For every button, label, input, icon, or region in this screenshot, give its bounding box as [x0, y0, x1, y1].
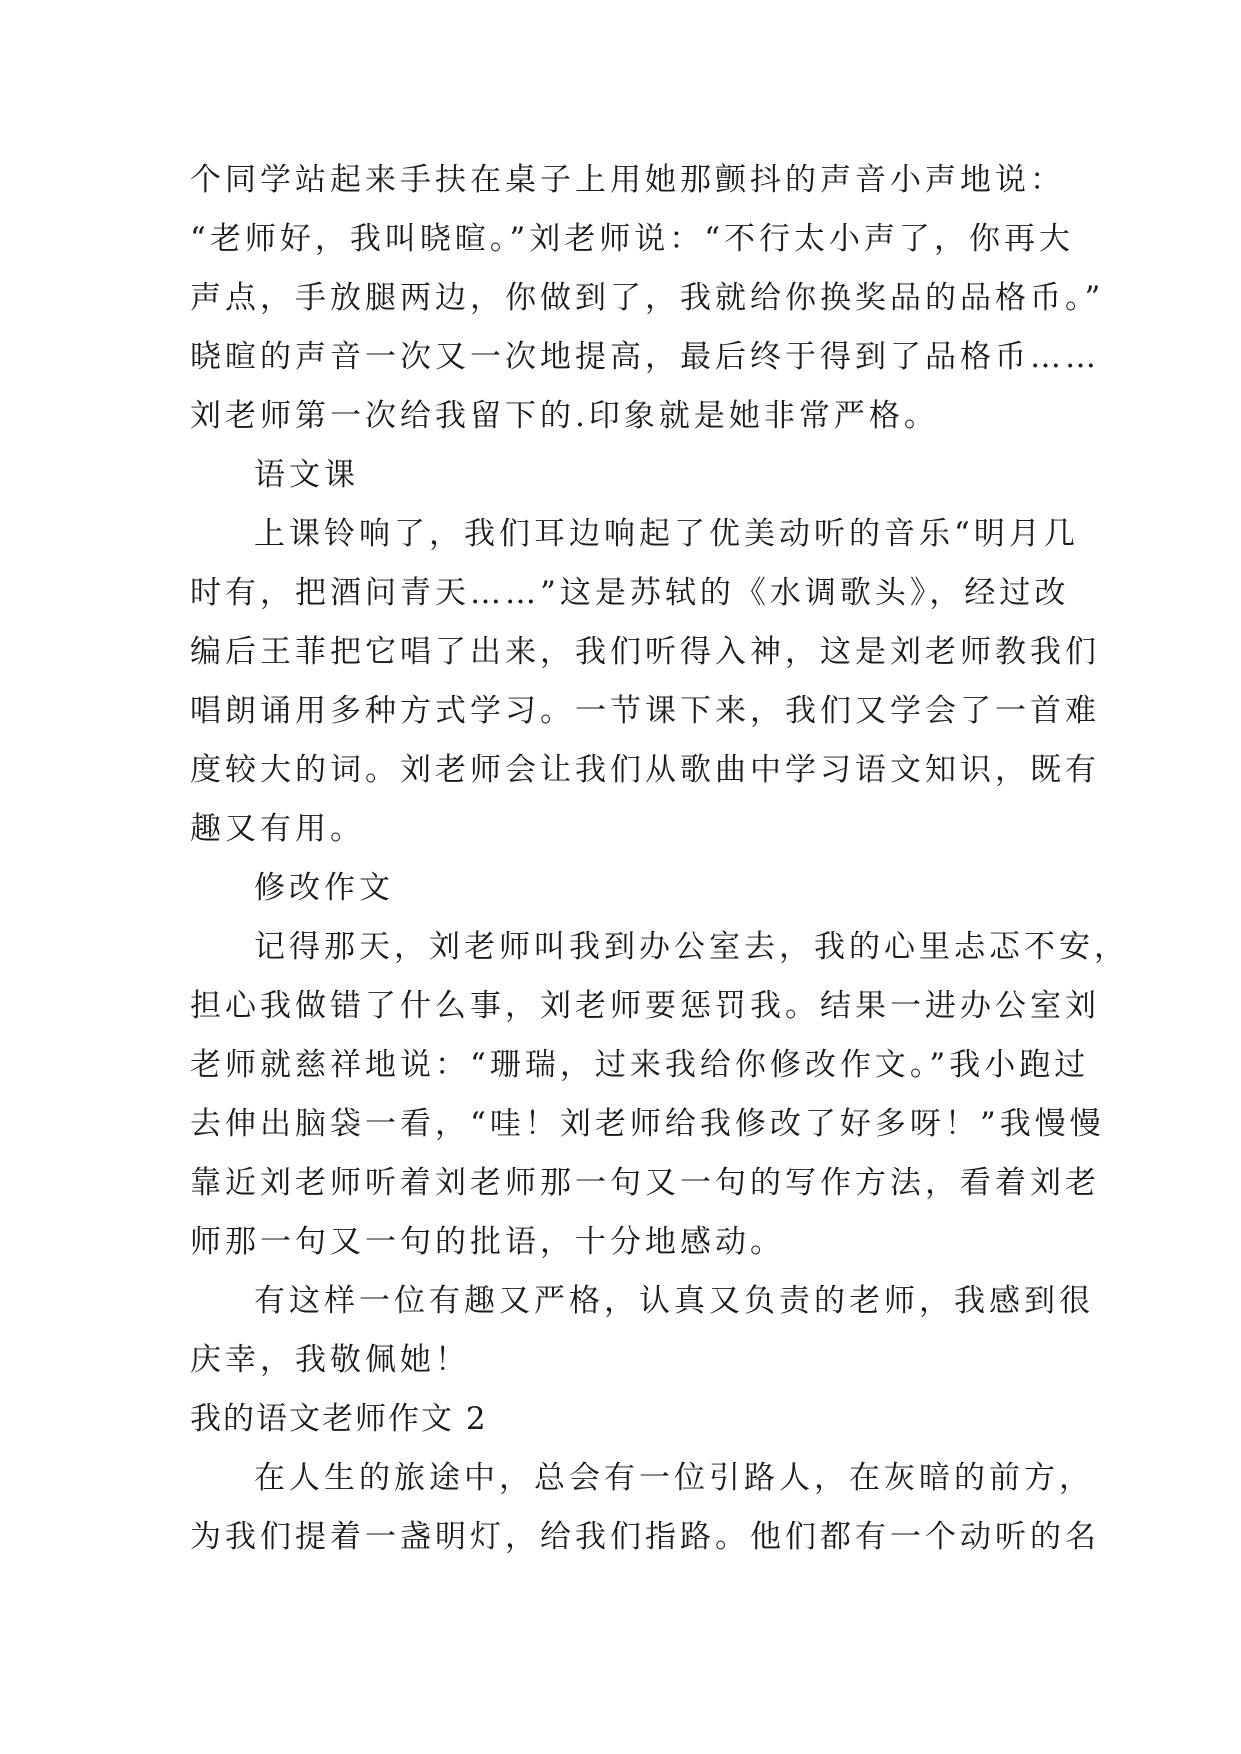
paragraph-line: 时有，把酒问青天……”这是苏轼的《水调歌头》，经过改 — [190, 575, 1070, 611]
paragraph-line: 声点，手放腿两边，你做到了，我就给你换奖品的品格币。” — [190, 280, 1105, 316]
paragraph-line: 刘老师第一次给我留下的.印象就是她非常严格。 — [190, 398, 939, 434]
paragraph-line: 上课铃响了，我们耳边响起了优美动听的音乐“明月几 — [254, 516, 1079, 552]
paragraph-line: 记得那天，刘老师叫我到办公室去，我的心里忐忑不安， — [254, 929, 1129, 965]
article-title: 我的语文老师作文 2 — [190, 1401, 488, 1437]
section-heading: 语文课 — [254, 457, 359, 493]
paragraph-line: “老师好，我叫晓暄。”刘老师说：“不行太小声了，你再大 — [190, 221, 1075, 257]
paragraph-line: 编后王菲把它唱了出来，我们听得入神，这是刘老师教我们 — [190, 634, 1100, 670]
paragraph-line: 老师就慈祥地说：“珊瑞，过来我给你修改作文。”我小跑过 — [190, 1047, 1090, 1083]
document-body — [190, 151, 1129, 1567]
paragraph-line: 担心我做错了什么事，刘老师要惩罚我。结果一进办公室刘 — [190, 988, 1100, 1024]
paragraph-line: 为我们提着一盏明灯，给我们指路。他们都有一个动听的名 — [190, 1519, 1100, 1555]
paragraph-line: 师那一句又一句的批语，十分地感动。 — [190, 1224, 785, 1260]
paragraph-line: 去伸出脑袋一看，“哇！刘老师给我修改了好多呀！”我慢慢 — [190, 1106, 1105, 1142]
paragraph-line: 在人生的旅途中，总会有一位引路人，在灰暗的前方， — [254, 1460, 1094, 1496]
paragraph-line: 庆幸，我敬佩她！ — [190, 1342, 470, 1378]
paragraph-line: 趣又有用。 — [190, 811, 365, 847]
paragraph-line: 度较大的词。刘老师会让我们从歌曲中学习语文知识，既有 — [190, 752, 1100, 788]
section-heading: 修改作文 — [254, 870, 394, 906]
paragraph-line: 个同学站起来手扶在桌子上用她那颤抖的声音小声地说： — [190, 162, 1065, 198]
paragraph-line: 靠近刘老师听着刘老师那一句又一句的写作方法，看着刘老 — [190, 1165, 1100, 1201]
paragraph-line: 唱朗诵用多种方式学习。一节课下来，我们又学会了一首难 — [190, 693, 1100, 729]
paragraph-line: 有这样一位有趣又严格，认真又负责的老师，我感到很 — [254, 1283, 1094, 1319]
paragraph-line: 晓暄的声音一次又一次地提高，最后终于得到了品格币…… — [190, 339, 1100, 375]
